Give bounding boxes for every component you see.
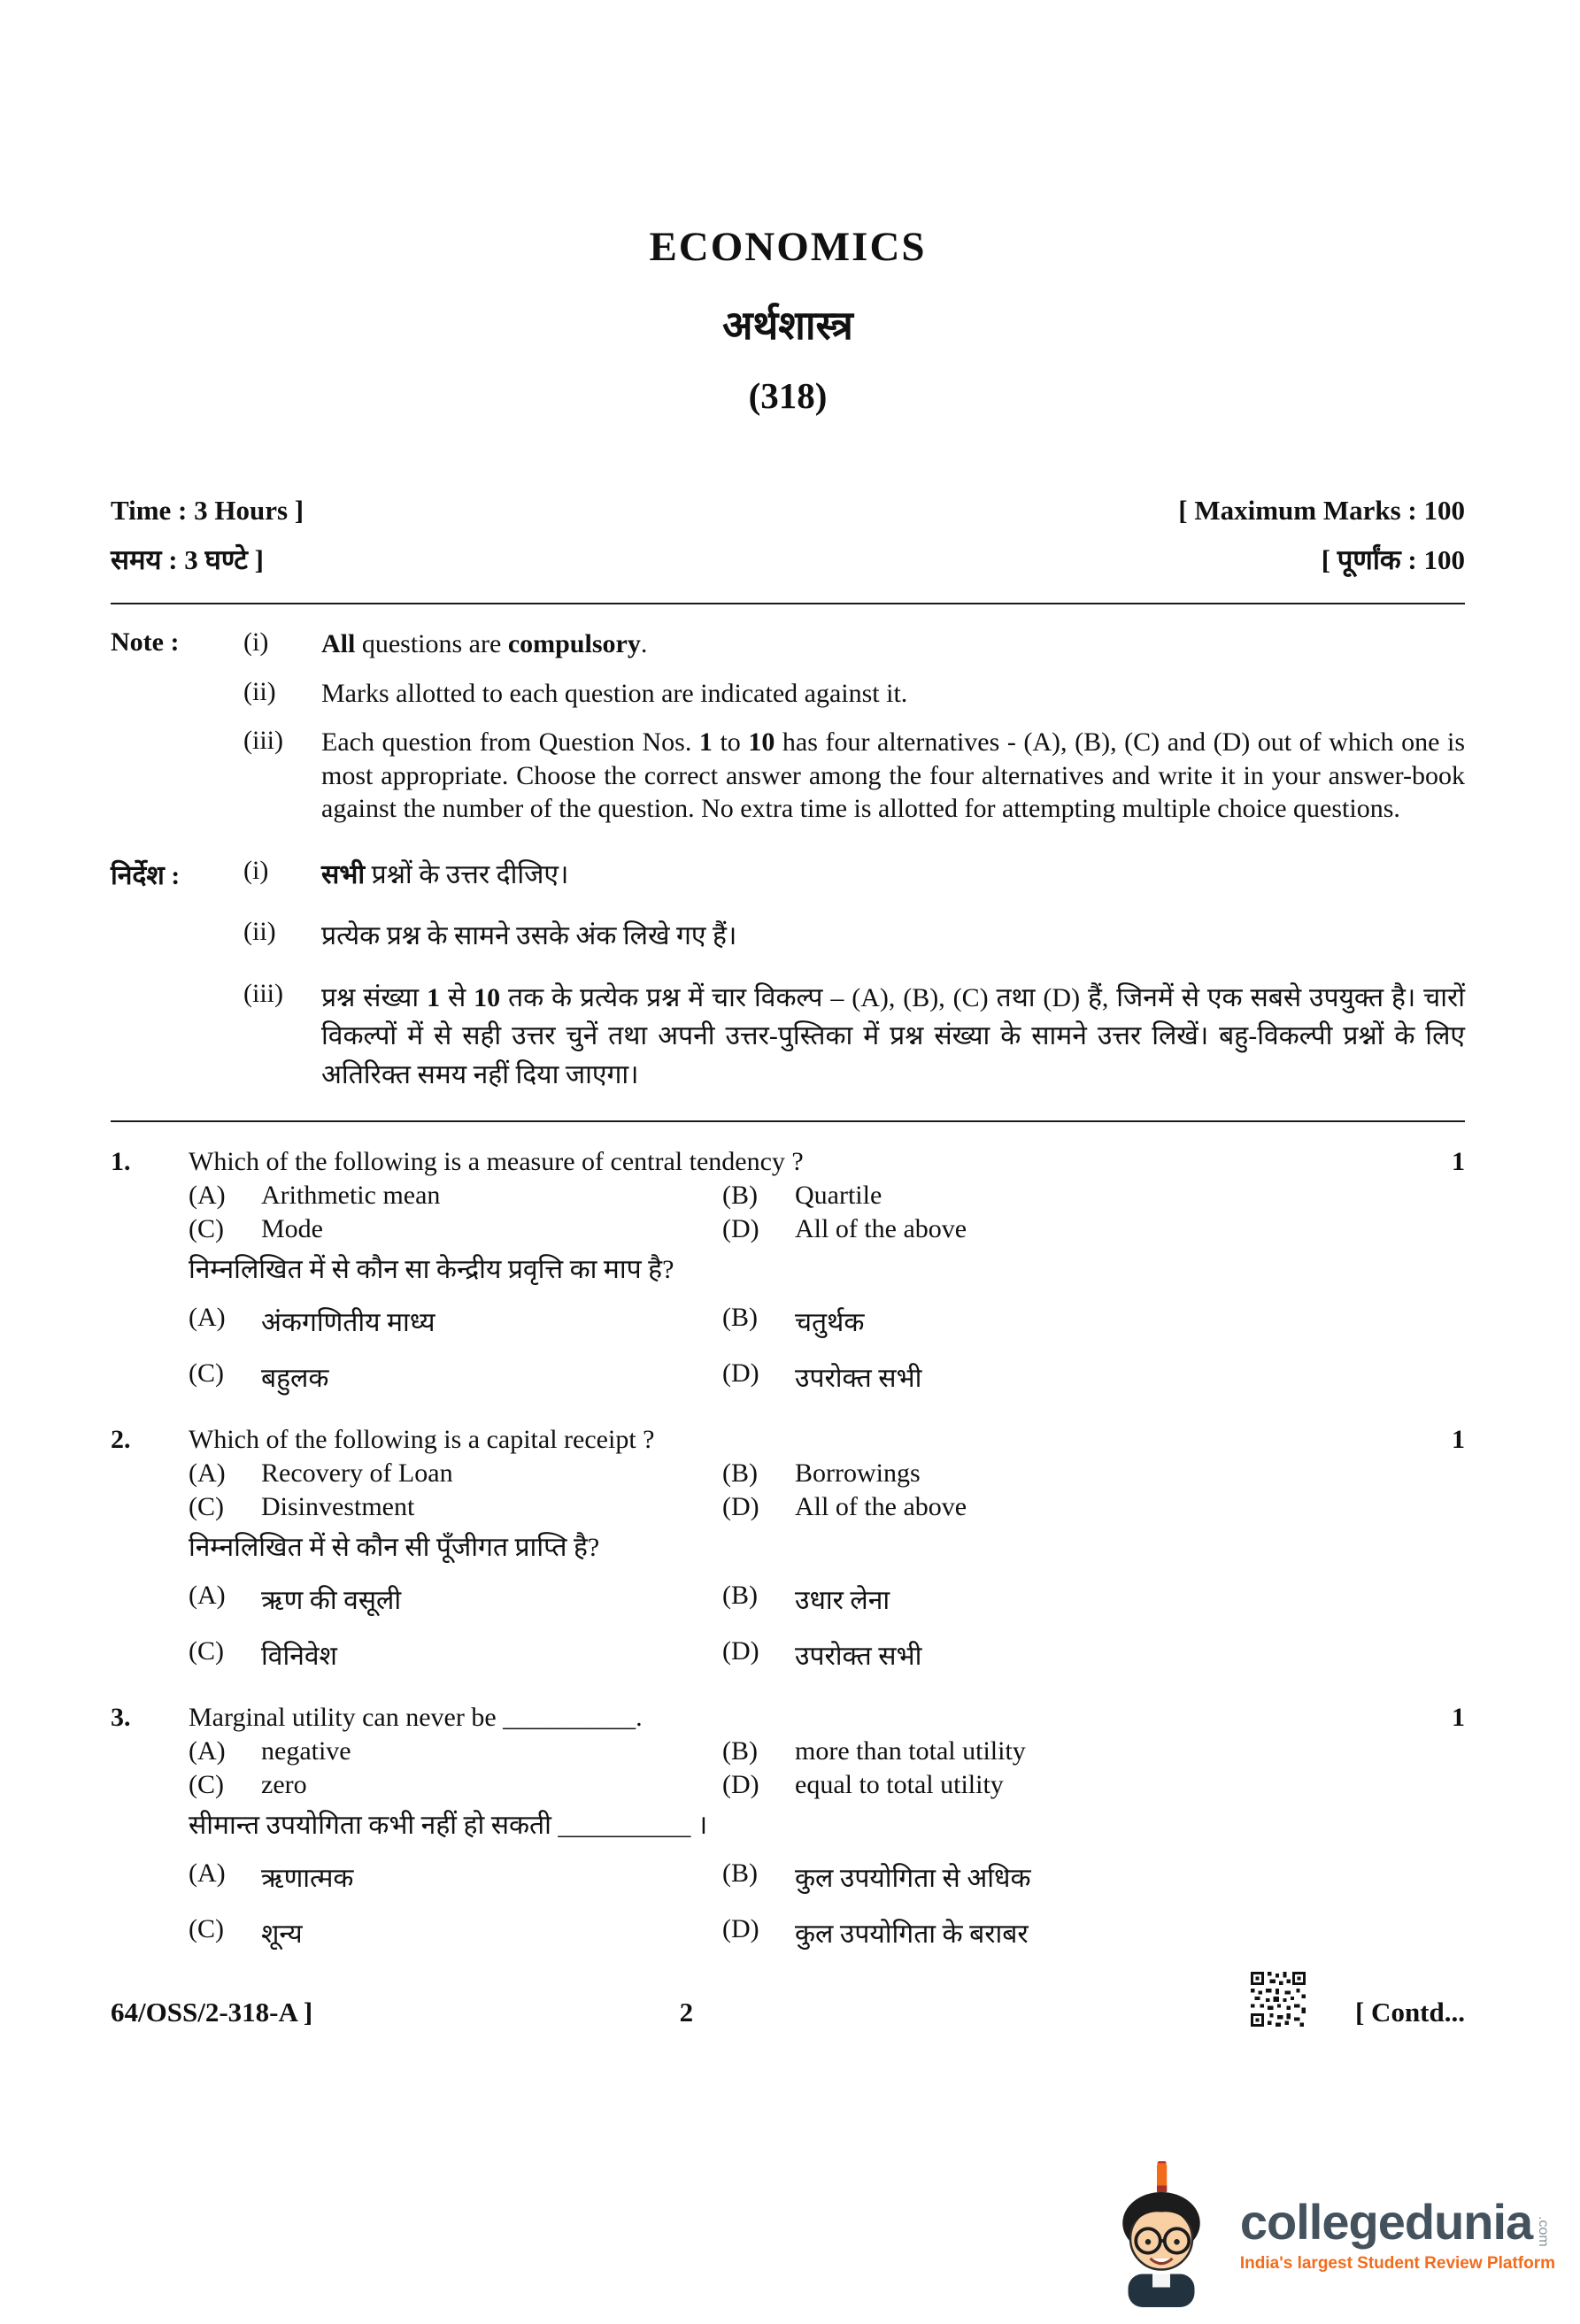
- option-label: (D): [722, 1492, 759, 1521]
- questions-section: [111, 1147, 1465, 1951]
- note-span: प्रश्नों के उत्तर दीजिए।: [365, 859, 569, 889]
- option-text: Mode: [261, 1214, 323, 1243]
- option-b-hindi: [722, 1303, 1424, 1339]
- note-number: (iii): [243, 978, 283, 1008]
- option-label: (C): [189, 1636, 224, 1666]
- option-text: Quartile: [795, 1181, 882, 1210]
- note-hindi-iii: [111, 979, 1465, 1095]
- note-bold: 10: [748, 727, 775, 757]
- option-b-hindi: [722, 1858, 1424, 1895]
- option-text: शून्य: [261, 1920, 303, 1949]
- note-span: तक के प्रत्येक प्रश्न में चार विकल्प – (A), (B), (C) तथा (D) हैं, जिनमें से एक सबसे उपयुक्त है। चारों विकल्पों में से सही उत्तर चुनें तथा अपनी उत्तर-पुस्तिका में प्रश्न संख्या के सामने उत्तर लिखें। बहु-विकल्पी प्रश्नों के लिए अतिरिक्त समय नहीं दिया जाएगा।: [321, 982, 1466, 1089]
- option-label: (C): [189, 1914, 224, 1943]
- option-a-hindi: [189, 1581, 722, 1617]
- meta-row-hindi: [111, 541, 1465, 578]
- option-label: (D): [722, 1770, 759, 1799]
- collegedunia-mascot-icon: [1095, 2161, 1228, 2310]
- option-label: (A): [189, 1581, 226, 1610]
- paper-title-english: ECONOMICS: [649, 224, 927, 270]
- option-d: [722, 1770, 1424, 1800]
- collegedunia-logo-text: collegedunia: [1239, 2194, 1533, 2250]
- collegedunia-logo-suffix: .com: [1536, 2216, 1552, 2247]
- notes-divider: [111, 1120, 1465, 1122]
- option-label: (B): [722, 1858, 758, 1888]
- option-text: All of the above: [795, 1492, 967, 1521]
- option-c-hindi: [189, 1358, 722, 1395]
- note-number: (ii): [243, 917, 276, 946]
- note-span: questions are: [355, 629, 508, 658]
- meta-row-english: [111, 495, 1465, 527]
- note-label-english: Note :: [111, 627, 180, 657]
- options-hindi: [189, 1858, 1424, 1951]
- note-english-ii: [111, 677, 1465, 711]
- notes-hindi: [111, 856, 1465, 1095]
- title-block: [111, 223, 1465, 417]
- option-a: [189, 1736, 722, 1766]
- option-c: [189, 1214, 722, 1244]
- option-b-hindi: [722, 1581, 1424, 1617]
- question-head: [111, 1425, 1465, 1455]
- question-text-english: Which of the following is a measure of central tendency ?: [189, 1147, 804, 1176]
- option-b: [722, 1736, 1424, 1766]
- option-label: (D): [722, 1214, 759, 1243]
- note-text: [321, 627, 1465, 661]
- option-c-hindi: [189, 1636, 722, 1673]
- option-label: (A): [189, 1858, 226, 1888]
- option-label: (C): [189, 1358, 224, 1388]
- note-span: प्रश्न संख्या: [321, 982, 428, 1012]
- option-label: (D): [722, 1358, 759, 1388]
- option-text: उपरोक्त सभी: [795, 1642, 922, 1671]
- question-1: [111, 1147, 1465, 1395]
- question-3: [111, 1703, 1465, 1951]
- note-bold: compulsory: [507, 629, 641, 658]
- option-text: चतुर्थक: [795, 1308, 865, 1337]
- note-number: (ii): [243, 676, 276, 706]
- option-b: [722, 1181, 1424, 1211]
- question-head: [111, 1703, 1465, 1733]
- option-text: Borrowings: [795, 1458, 921, 1488]
- notes-english: [111, 627, 1465, 826]
- option-label: (C): [189, 1214, 224, 1243]
- question-marks: 1: [1452, 1425, 1465, 1454]
- time-allowed-english: Time : 3 Hours ]: [111, 495, 304, 526]
- note-span: .: [640, 629, 648, 658]
- option-label: (B): [722, 1736, 758, 1766]
- question-marks: 1: [1452, 1147, 1465, 1176]
- option-text: ऋण की वसूली: [261, 1586, 402, 1615]
- note-span: Each question from Question Nos.: [321, 727, 699, 757]
- option-text: उपरोक्त सभी: [795, 1364, 922, 1393]
- option-a: [189, 1181, 722, 1211]
- collegedunia-branding: [1095, 2161, 1555, 2310]
- note-text: [321, 726, 1465, 826]
- option-b: [722, 1458, 1424, 1489]
- question-marks: 1: [1452, 1703, 1465, 1732]
- question-text-english: Which of the following is a capital receipt ?: [189, 1425, 655, 1454]
- option-text: All of the above: [795, 1214, 967, 1243]
- options-hindi: [189, 1581, 1424, 1673]
- time-allowed-hindi: समय : 3 घण्टे ]: [111, 544, 264, 575]
- note-bold: All: [321, 629, 356, 658]
- note-span: से: [440, 982, 474, 1012]
- option-label: (B): [722, 1181, 758, 1210]
- question-text-hindi: निम्नलिखित में से कौन सी पूँजीगत प्राप्ति है?: [189, 1533, 600, 1562]
- question-head: [111, 1147, 1465, 1177]
- note-number: (i): [243, 855, 269, 885]
- option-text: equal to total utility: [795, 1770, 1004, 1799]
- option-a-hindi: [189, 1858, 722, 1895]
- option-text: more than total utility: [795, 1736, 1026, 1766]
- note-number: (i): [243, 627, 269, 657]
- option-d: [722, 1492, 1424, 1522]
- note-span: has four alternatives - (A), (B), (C) and (D) out of which one is most appropriate. Choose the correct answer among the four alternatives and write it in your answer-book against the number of the question. No extra time is allotted for attempting multiple choice questions.: [321, 727, 1465, 823]
- option-label: (A): [189, 1181, 226, 1210]
- note-label-hindi: निर्देश :: [111, 860, 181, 890]
- note-text: [321, 856, 1465, 895]
- option-a-hindi: [189, 1303, 722, 1339]
- page-number: 2: [679, 1997, 694, 2028]
- option-text: उधार लेना: [795, 1586, 890, 1615]
- note-text: [321, 979, 1465, 1095]
- note-english-iii: [111, 726, 1465, 826]
- option-label: (A): [189, 1736, 226, 1766]
- option-d-hindi: [722, 1914, 1424, 1951]
- collegedunia-tagline: India's largest Student Review Platform: [1239, 2254, 1555, 2273]
- option-d: [722, 1214, 1424, 1244]
- question-text-english: Marginal utility can never be __________.: [189, 1703, 643, 1732]
- exam-meta: [111, 495, 1465, 578]
- option-c: [189, 1770, 722, 1800]
- option-label: (D): [722, 1636, 759, 1666]
- note-hindi-ii: [111, 917, 1465, 956]
- option-text: ऋणात्मक: [261, 1864, 354, 1893]
- qr-code-icon: [1251, 1972, 1306, 2027]
- options-hindi: [189, 1303, 1424, 1395]
- option-text: कुल उपयोगिता के बराबर: [795, 1920, 1029, 1949]
- max-marks-hindi: [ पूर्णांक : 100: [1321, 544, 1465, 575]
- option-d-hindi: [722, 1636, 1424, 1673]
- max-marks-english: [ Maximum Marks : 100: [1178, 495, 1465, 526]
- option-text: कुल उपयोगिता से अधिक: [795, 1864, 1031, 1893]
- question-text-hindi: निम्नलिखित में से कौन सा केन्द्रीय प्रवृत्ति का माप है?: [189, 1255, 674, 1284]
- options-english: [189, 1736, 1424, 1800]
- contd-label: [ Contd...: [1354, 1997, 1465, 2028]
- note-english-i: [111, 627, 1465, 661]
- note-bold: 10: [474, 982, 501, 1012]
- header-divider: [111, 603, 1465, 604]
- option-text: zero: [261, 1770, 307, 1799]
- option-label: (C): [189, 1492, 224, 1521]
- option-text: negative: [261, 1736, 351, 1766]
- note-hindi-i: [111, 856, 1465, 895]
- option-c: [189, 1492, 722, 1522]
- option-label: (B): [722, 1303, 758, 1332]
- question-number: 2.: [111, 1425, 131, 1454]
- note-bold: 1: [698, 727, 713, 757]
- note-number: (iii): [243, 726, 283, 755]
- question-2: [111, 1425, 1465, 1673]
- option-text: विनिवेश: [261, 1642, 337, 1671]
- options-english: [189, 1458, 1424, 1522]
- option-label: (B): [722, 1581, 758, 1610]
- option-a: [189, 1458, 722, 1489]
- note-text: प्रत्येक प्रश्न के सामने उसके अंक लिखे गए हैं।: [321, 921, 737, 950]
- paper-code: (318): [748, 375, 828, 416]
- question-text-hindi: सीमान्त उपयोगिता कभी नहीं हो सकती __________ ।: [189, 1811, 708, 1840]
- option-d-hindi: [722, 1358, 1424, 1395]
- collegedunia-logo: [1239, 2194, 1555, 2274]
- option-label: (A): [189, 1303, 226, 1332]
- note-span: to: [712, 727, 749, 757]
- option-text: Disinvestment: [261, 1492, 415, 1521]
- option-c-hindi: [189, 1914, 722, 1951]
- note-bold: 1: [427, 982, 441, 1012]
- options-english: [189, 1181, 1424, 1244]
- option-text: अंकगणितीय माध्य: [261, 1308, 435, 1337]
- option-text: Recovery of Loan: [261, 1458, 453, 1488]
- option-text: बहुलक: [261, 1364, 329, 1393]
- paper-id: 64/OSS/2-318-A ]: [111, 1997, 313, 2028]
- paper-title-hindi: अर्थशास्त्र: [722, 304, 853, 348]
- option-label: (B): [722, 1458, 758, 1488]
- question-number: 3.: [111, 1703, 131, 1732]
- note-bold: सभी: [321, 859, 366, 889]
- page-footer: [111, 1981, 1465, 2051]
- note-text: Marks allotted to each question are indicated against it.: [321, 678, 908, 708]
- option-label: (C): [189, 1770, 224, 1799]
- option-text: Arithmetic mean: [261, 1181, 441, 1210]
- option-label: (D): [722, 1914, 759, 1943]
- question-number: 1.: [111, 1147, 131, 1176]
- option-label: (A): [189, 1458, 226, 1488]
